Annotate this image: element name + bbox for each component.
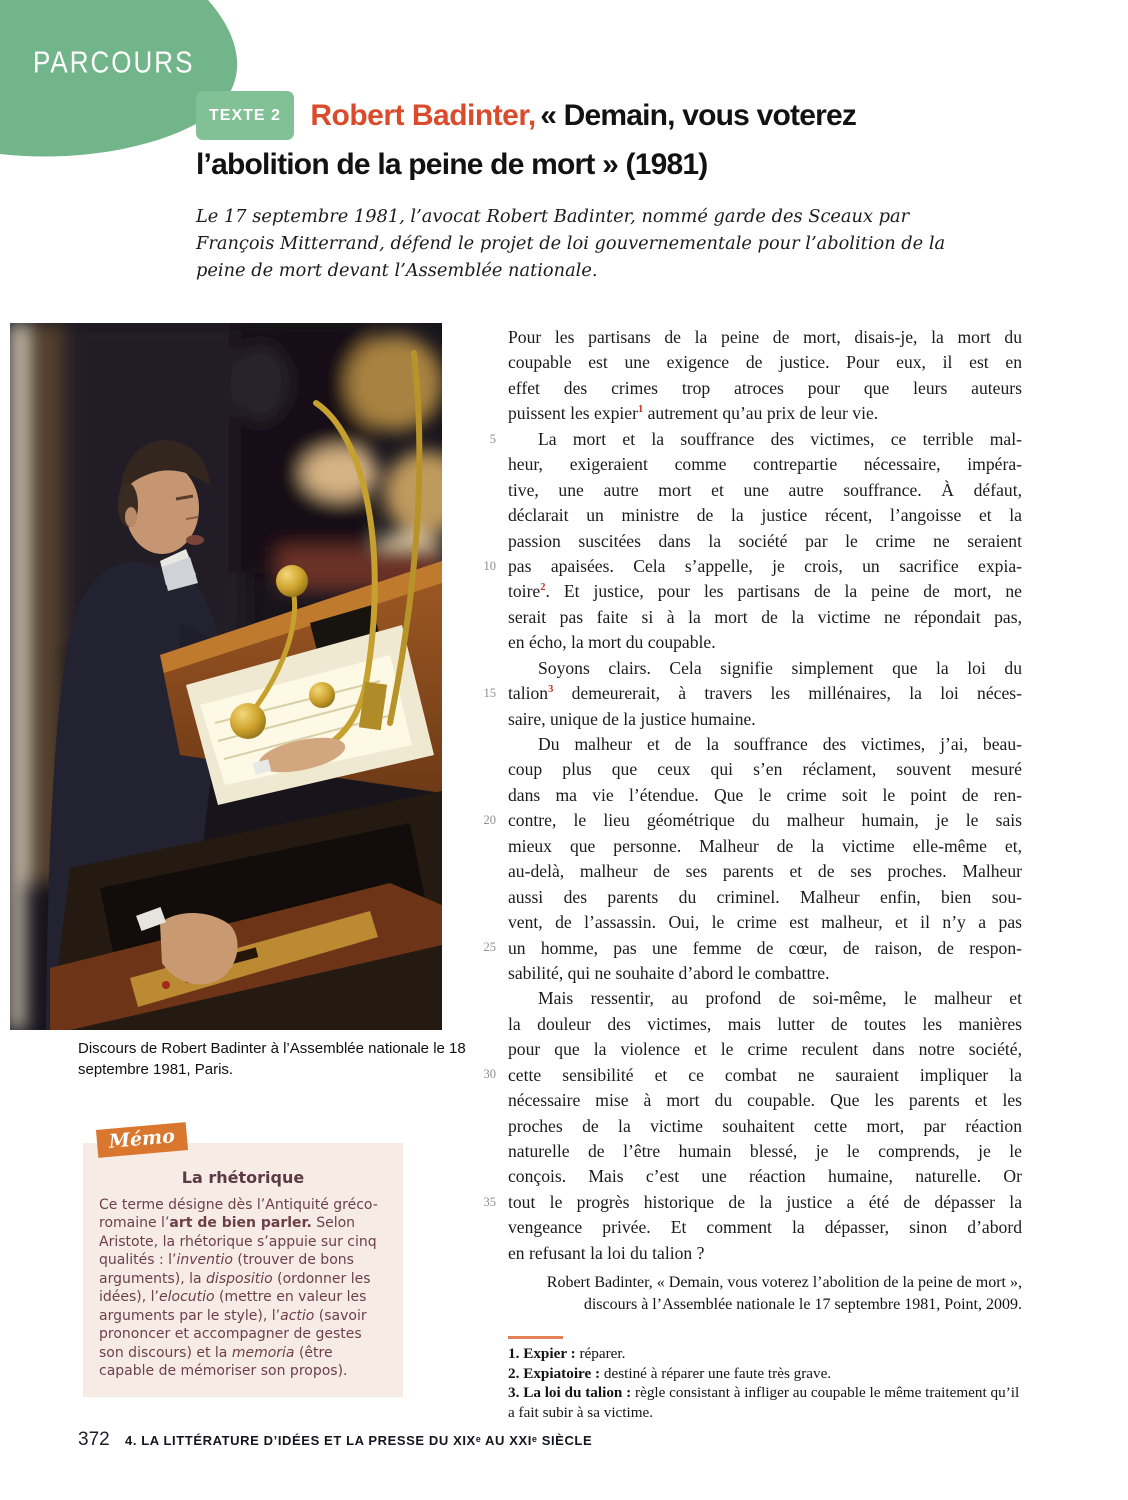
title-quote-part2: l’abolition de la peine de mort » (1981) (196, 148, 708, 181)
speech-line: Mais ressentir, au profond de soi-même, le malheur et (538, 988, 1022, 1009)
footnote: 1. Expier : réparer. (508, 1345, 626, 1362)
speech-line: heur, exigeraient comme contrepartie nécessaire, impéra- (508, 454, 1022, 475)
memo-body: Ce terme désigne dès l’Antiquité gréco-romaine l’art de bien parler. Selon Aristote, la rhétorique s’appuie sur cinq qualités : l’inventio (trouver de bons arguments), la dispositio (ordonner les idées), l’elocutio (mettre en valeur les arguments par le style), l’actio (savoir prononcer et accompagner de gestes son discours) et la memoria (être capable de mémoriser son propos). (99, 1196, 378, 1379)
line-number: 5 (489, 431, 496, 446)
badinter-photo-art (10, 323, 442, 1030)
speech-line: mieux que personne. Malheur de la victime elle-même et, (508, 835, 1022, 856)
intro-paragraph: Le 17 septembre 1981, l’avocat Robert Badinter, nommé garde des Sceaux par François Mitterrand, défend le projet de loi gouvernementale pour l’abolition de la peine de mort devant l’Assemblée nationale. (196, 206, 946, 281)
speech-line: un homme, pas une femme de cœur, de raison, de respon- (508, 937, 1022, 958)
speech-line: contre, le lieu géométrique du malheur humain, je le sais (508, 810, 1022, 831)
chapter-title: 4. LA LITTÉRATURE D’IDÉES ET LA PRESSE DU XIXᵉ AU XXIᵉ SIÈCLE (125, 1433, 593, 1448)
footnote: 3. La loi du talion : règle consistant à infliger au coupable le même traitement qu’il a fait subir à sa victime. (508, 1384, 1020, 1421)
speech-line: saire, unique de la justice humaine. (508, 708, 756, 729)
source-line: Robert Badinter, « Demain, vous voterez l’abolition de la peine de mort », (546, 1274, 1022, 1291)
texte2-badge: TEXTE 2 (196, 91, 294, 140)
speech-line: tout le progrès historique de la justice a été de dépasser la (508, 1191, 1022, 1212)
speech-line: vengeance privée. Et comment la dépasser, sinon d’abord (508, 1217, 1022, 1238)
badinter-photo (10, 323, 442, 1030)
footnote-divider (508, 1336, 563, 1339)
speech-line: dans ma vie l’étendue. Que le crime soit le point de ren- (508, 784, 1022, 805)
speech-text (508, 325, 1022, 1266)
text-title (196, 96, 916, 190)
title-line-1 (196, 96, 916, 145)
speech-line: Pour les partisans de la peine de mort, disais-je, la mort du (508, 327, 1022, 347)
speech-line: toire$^2$. Et justice, pour les partisans de la peine de mort, ne (508, 581, 1022, 602)
speech-line: Du malheur et de la souffrance des victimes, j’ai, beau- (538, 734, 1022, 754)
memo-label: Mémo (96, 1122, 188, 1158)
line-number: 25 (483, 940, 496, 955)
memo-title: La rhétorique (181, 1168, 305, 1187)
line-number: 35 (483, 1194, 496, 1209)
speech-line: au-delà, malheur de ses parents et de ses proches. Malheur (508, 861, 1022, 882)
speech-line: coup plus que ceux qui s’en réclament, souvent mesuré (508, 759, 1022, 780)
speech-line: pas apaisées. Cela s’appelle, je crois, un sacrifice expia- (508, 555, 1022, 576)
speech-line: nécessaire mise à mort du coupable. Que les parents et les (508, 1090, 1022, 1111)
speech-line: talion$^3$ demeurerait, à travers les millénaires, la loi néces- (508, 683, 1022, 704)
parcours-banner-label: PARCOURS (33, 44, 195, 80)
line-number: 10 (483, 558, 496, 573)
line-number-gutter (466, 325, 496, 1285)
photo-caption: Discours de Robert Badinter à l’Assemblée nationale le 18 septembre 1981, Paris. (78, 1040, 466, 1078)
speech-line: tive, une autre mort et une autre souffrance. À défaut, (508, 479, 1022, 500)
speech-line: proches de la victime souhaitent cette mort, par réaction (508, 1115, 1022, 1136)
line-number: 30 (483, 1067, 496, 1082)
footnotes (508, 1344, 1022, 1422)
source-attribution (420, 1272, 1022, 1316)
speech-line: serait pas faite si à la mort de la victime ne répondait pas, (508, 606, 1022, 627)
speech-line: déclarait un ministre de la justice récent, l’angoisse et la (508, 505, 1022, 526)
speech-line: coupable est une exigence de justice. Pour eux, il est en (508, 352, 1022, 373)
speech-line: cette sensibilité et ce combat ne sauraient impliquer la (508, 1064, 1022, 1085)
title-line-2 (196, 145, 916, 190)
speech-line: Soyons clairs. Cela signifie simplement que la loi du (538, 657, 1022, 678)
speech-line: passion suscitées dans la société par le crime ne seraient (508, 530, 1022, 551)
speech-line: en écho, la mort du coupable. (508, 632, 716, 653)
speech-line: effet des crimes trop atroces pour que leurs auteurs (508, 377, 1022, 398)
speech-line: La mort et la souffrance des victimes, ce terrible mal- (538, 428, 1022, 449)
speech-line: conçois. Mais c’est une réaction humaine, naturelle. Or (508, 1166, 1022, 1187)
speech-line: la douleur des victimes, mais lutter de toutes les manières (508, 1013, 1022, 1034)
title-quote-part1: « Demain, vous voterez (540, 99, 857, 132)
line-number: 20 (483, 813, 496, 828)
speech-line: pour que la violence et le crime reculent dans notre société, (508, 1039, 1022, 1060)
memo-box (83, 1143, 403, 1397)
speech-line: naturelle de l’être humain blessé, je le comprends, je le (508, 1141, 1022, 1161)
line-number: 15 (483, 686, 496, 701)
title-author: Robert Badinter, (310, 99, 536, 132)
speech-line: en refusant la loi du talion ? (508, 1242, 705, 1263)
speech-line: aussi des parents du criminel. Malheur enfin, bien sou- (508, 886, 1022, 907)
speech-line: sabilité, qui ne souhaite d’abord le combattre. (508, 962, 830, 983)
source-line: discours à l’Assemblée nationale le 17 septembre 1981, Point, 2009. (583, 1296, 1022, 1313)
speech-line: puissent les expier$^1$ autrement qu’au prix de leur vie. (508, 403, 879, 424)
footnote: 2. Expiatoire : destiné à réparer une faute très grave. (508, 1364, 832, 1382)
page-number: 372 (78, 1429, 110, 1450)
speech-line: vent, de l’assassin. Oui, le crime est malheur, et il n’y a pas (508, 912, 1022, 933)
